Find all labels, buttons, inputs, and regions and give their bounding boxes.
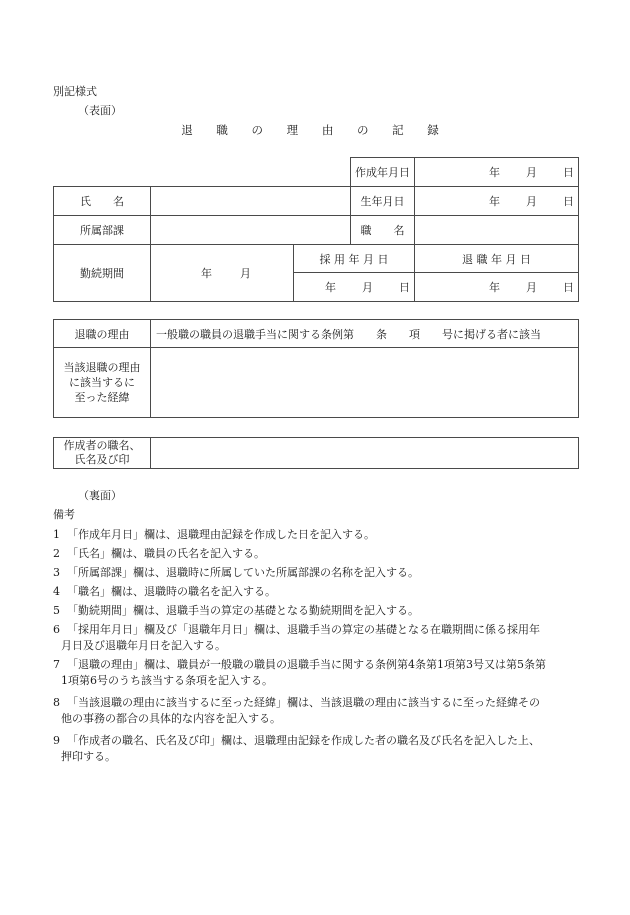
note-text: 「所属部課」欄は、退職時に所属していた所属部課の名称を記入する。 [67,566,419,579]
position-field[interactable] [415,216,579,245]
note-number: 1 [53,528,60,541]
service-period-label: 勤続期間 [54,245,151,302]
document-title: 退 職 の 理 由 の 記 録 [181,123,449,137]
note-4 [53,584,583,600]
front-side-label: （表面） [78,104,122,117]
preparer-field[interactable] [151,438,579,469]
note-1 [53,527,583,543]
back-side-label: （裏面） [78,489,122,502]
birth-date-label: 生年月日 [351,187,415,216]
department-field[interactable] [151,216,351,245]
note-text: 「勤続期間」欄は、退職手当の算定の基礎となる勤続期間を記入する。 [67,604,419,617]
preparer-label-line2: 氏名及び印 [74,453,130,466]
form-type-label: 別記様式 [53,85,97,98]
circumstance-label-line1: 当該退職の理由 [63,361,141,374]
note-5 [53,603,583,619]
note-number: 4 [53,585,60,598]
note-number: 7 [53,658,60,671]
name-field[interactable] [151,187,351,216]
note-3 [53,565,583,581]
retire-day-unit: 日 [563,281,574,294]
hire-month-unit: 月 [362,281,373,294]
note-text: 「当該退職の理由に該当するに至った経緯」欄は、当該退職の理由に該当するに至った経緯その [67,696,540,709]
note-text: 「作成者の職名、氏名及び印」欄は、退職理由記録を作成した者の職名及び氏名を記入した上、 [67,734,540,747]
retirement-reason-table [53,319,579,418]
created-day-unit: 日 [563,166,574,179]
preparer-label [54,438,151,469]
retire-year-unit: 年 [489,281,500,294]
note-number: 6 [53,623,60,636]
department-label: 所属部課 [54,216,151,245]
note-6 [53,622,583,654]
circumstance-label-line2: に該当するに [69,376,135,389]
circumstance-label [54,348,151,418]
created-month-unit: 月 [526,166,537,179]
position-label: 職 名 [351,216,415,245]
service-month-unit: 月 [240,267,251,280]
preparer-label-line1: 作成者の職名、 [63,439,141,452]
circumstance-field[interactable] [151,348,579,418]
note-text-cont: 他の事務の都合の具体的な内容を記入する。 [61,712,281,725]
remarks-heading: 備考 [53,508,75,521]
note-9 [53,733,583,765]
hire-day-unit: 日 [399,281,410,294]
birth-month-unit: 月 [526,195,537,208]
note-text-cont: 1項第6号のうち該当する条項を記入する。 [61,674,273,687]
name-label: 氏 名 [54,187,151,216]
note-number: 9 [53,734,60,747]
note-text: 「職名」欄は、退職時の職名を記入する。 [67,585,276,598]
note-2 [53,546,583,562]
retire-month-unit: 月 [526,281,537,294]
birth-day-unit: 日 [563,195,574,208]
circumstance-label-line3: 至った経緯 [74,391,130,404]
note-text-cont: 月日及び退職年月日を記入する。 [61,639,226,652]
note-text: 「退職の理由」欄は、職員が一般職の職員の退職手当に関する条例第4条第1項第3号又は第5条第 [67,658,546,671]
note-text-cont: 押印する。 [61,750,116,763]
note-number: 5 [53,604,60,617]
service-year-unit: 年 [201,267,212,280]
created-year-unit: 年 [489,166,500,179]
reason-text[interactable]: 一般職の職員の退職手当に関する条例第 条 項 号に掲げる者に該当 [151,320,579,348]
reason-label: 退職の理由 [54,320,151,348]
hire-year-unit: 年 [325,281,336,294]
note-text: 「氏名」欄は、職員の氏名を記入する。 [67,547,265,560]
created-date-field[interactable] [415,158,579,187]
service-period-field[interactable] [151,245,294,302]
birth-year-unit: 年 [489,195,500,208]
note-number: 8 [53,696,60,709]
note-7 [53,657,583,689]
retire-date-label: 退 職 年 月 日 [415,245,579,273]
birth-date-field[interactable] [415,187,579,216]
blank-corner [54,158,351,187]
retire-date-field[interactable] [415,273,579,302]
hire-date-label: 採 用 年 月 日 [294,245,415,273]
preparer-table [53,437,579,469]
note-number: 2 [53,547,60,560]
note-text: 「作成年月日」欄は、退職理由記録を作成した日を記入する。 [67,528,375,541]
note-text: 「採用年月日」欄及び「退職年月日」欄は、退職手当の算定の基礎となる在職期間に係る採用年 [67,623,540,636]
created-date-label: 作成年月日 [351,158,415,187]
note-8 [53,695,583,727]
note-number: 3 [53,566,60,579]
personal-info-table [53,157,579,302]
hire-date-field[interactable] [294,273,415,302]
